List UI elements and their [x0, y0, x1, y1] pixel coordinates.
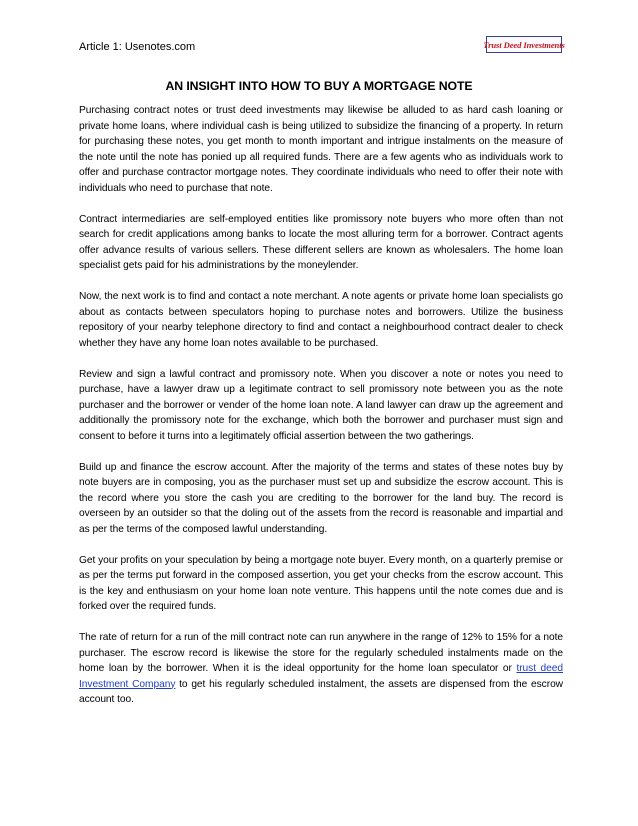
document-title: AN INSIGHT INTO HOW TO BUY A MORTGAGE NOTE — [165, 79, 473, 93]
trust-deed-logo — [483, 36, 565, 53]
article-label: Article 1: Usenotes.com — [79, 41, 196, 53]
logo-text: Trust Deed Investments — [483, 39, 565, 50]
paragraph-7-text-after: to get his regularly scheduled instalment, the assets are dispensed from the escrow account too. — [79, 678, 563, 705]
trust-deed-investment-link[interactable]: trust deed Investment Company — [79, 663, 563, 690]
paragraph-1: Purchasing contract notes or trust deed investments may likewise be alluded to as hard cash loaning or private home loans, where individual cash is being utilized to subsidize the financing of a property. In return for purchasing these notes, you get month to month important and intrigue instalments on the measure of the note until the note has ponied up all required funds. There are a few agents who as individuals work to offer and purchase contractor mortgage notes. They coordinate individuals who need to offer their note with individuals who need to purchase that note. — [79, 105, 563, 194]
paragraph-5: Build up and finance the escrow account. After the majority of the terms and states of these notes buy by note buyers are in composing, you as the purchaser must set up and subsidize the escrow account. This is the record where you store the cash you are crediting to the borrower for the land buy. The record is overseen by an outsider so that the doling out of the assets from the record is reasonable and impartial and as per the terms of the composed lawful understanding. — [79, 461, 563, 535]
document-body — [79, 103, 563, 723]
paragraph-4: Review and sign a lawful contract and promissory note. When you discover a note or notes you need to purchase, have a lawyer draw up a legitimate contract to sell promissory note between you as the note purchaser and the borrower or vender of the home loan note. A land lawyer can draw up the agreement and additionally the promissory note for the exchange, which both the borrower and purchaser must sign and consent to before it turns into a legitimately official assertion between the two gatherings. — [79, 368, 563, 442]
paragraph-2: Contract intermediaries are self-employed entities like promissory note buyers who more often than not search for credit applications among banks to locate the most alluring term for a borrower. Contract agents offer advance results of various sellers. These different sellers are known as wholesalers. The home loan specialist gets paid for his administrations by the moneylender. — [79, 213, 563, 271]
paragraph-6: Get your profits on your speculation by being a mortgage note buyer. Every month, on a quarterly premise or as per the terms put forward in the composed assertion, you get your checks from the escrow account. This is the key and enthusiasm on your home loan note venture. This happens until the note comes due and is forked over the required funds. — [79, 554, 563, 612]
paragraph-7 — [79, 630, 563, 708]
paragraph-3: Now, the next work is to find and contact a note merchant. A note agents or private home loan specialists go about as contacts between speculators hoping to purchase notes and borrowers. Utilize the business repository of your nearby telephone directory to find and contact a neighbourhood contract dealer to check whether they have any home loan notes available to be purchased. — [79, 291, 563, 349]
paragraph-7-text-before: The rate of return for a run of the mill contract note can run anywhere in the range of 12% to 15% for a note purchaser. The escrow record is likewise the store for the regularly scheduled instalments made on the home loan by the borrower. When it is the ideal opportunity for the home loan speculator or — [79, 632, 563, 674]
